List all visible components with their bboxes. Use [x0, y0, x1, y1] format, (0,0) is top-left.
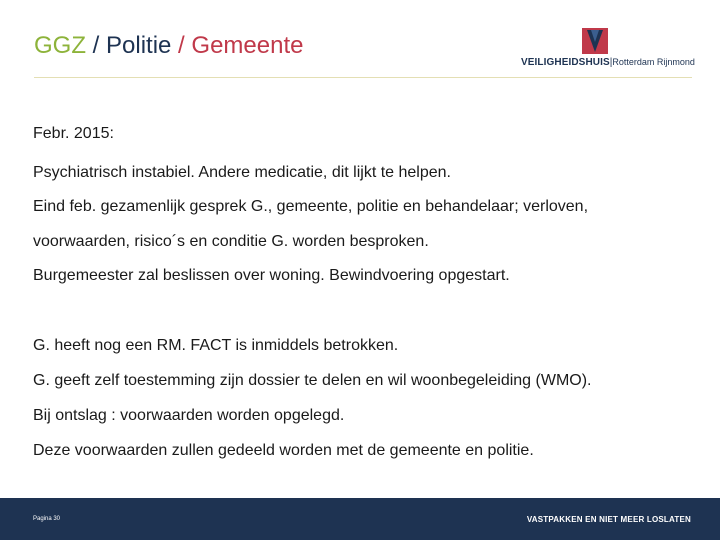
body-line-date: Febr. 2015:: [33, 125, 114, 142]
veiligheidshuis-logo: [521, 28, 693, 70]
logo-name-light: Rotterdam Rijnmond: [612, 57, 695, 67]
footer-slogan: VASTPAKKEN EN NIET MEER LOSLATEN: [526, 515, 691, 524]
body-line: Burgemeester zal beslissen over woning. Bewindvoering opgestart.: [33, 267, 510, 284]
body-line: voorwaarden, risico´s en conditie G. worden besproken.: [33, 233, 429, 250]
veiligheidshuis-logo-icon: [582, 28, 608, 54]
page-number: Pagina 30: [33, 516, 61, 522]
logo-wordmark: [521, 56, 695, 69]
body-line: Bij ontslag : voorwaarden worden opgelegd.: [33, 407, 345, 424]
title-gemeente: Gemeente: [191, 32, 304, 59]
body-line: Eind feb. gezamenlijk gesprek G., gemeente, politie en behandelaar; verloven,: [33, 198, 589, 215]
title-ggz: GGZ: [34, 32, 86, 59]
slide-title: [34, 32, 303, 60]
title-separator: /: [86, 32, 107, 59]
body-line: Deze voorwaarden zullen gedeeld worden met de gemeente en politie.: [33, 442, 534, 459]
body-line: Psychiatrisch instabiel. Andere medicatie, dit lijkt te helpen.: [33, 164, 451, 181]
logo-name-bold: VEILIGHEIDSHUIS: [521, 57, 610, 68]
footer-bar: [0, 498, 720, 540]
title-divider: [34, 77, 692, 78]
logo-separator: |: [609, 57, 613, 68]
body-line: G. heeft nog een RM. FACT is inmiddels betrokken.: [33, 337, 399, 354]
body-line: G. geeft zelf toestemming zijn dossier te delen en wil woonbegeleiding (WMO).: [33, 372, 592, 389]
title-separator: /: [171, 32, 192, 59]
title-politie: Politie: [106, 32, 172, 59]
